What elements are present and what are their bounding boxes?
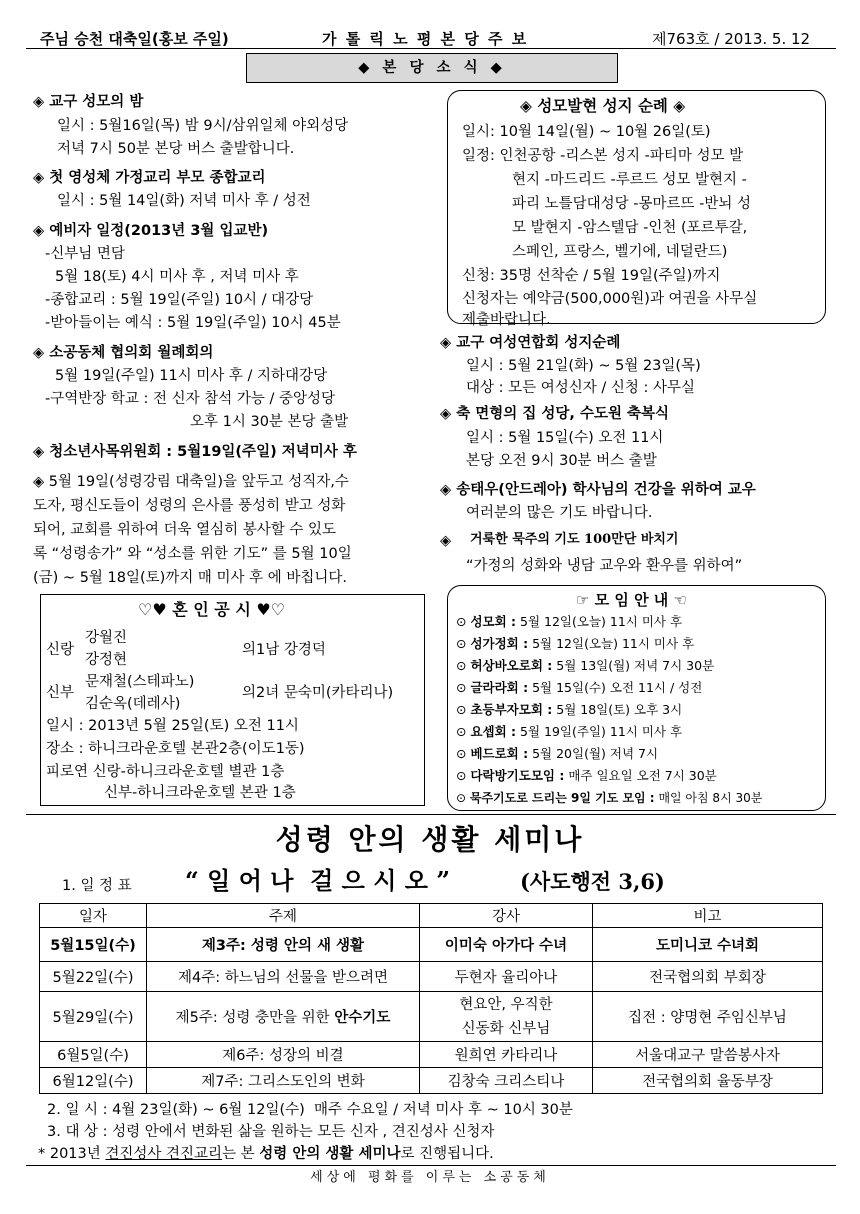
meeting-time: 5월 12일(오늘) 11시 미사 후 <box>532 636 695 651</box>
schedule-label: 1. 일 정 표 <box>62 878 132 894</box>
meetings-title: ☞ 모 임 안 내 ☜ <box>576 591 687 609</box>
meeting-name: 묵주기도로 드리는 9일 기도 모임 : <box>469 791 655 805</box>
pilgrimage-line: 현지 -마드리드 -루르드 성모 발현지 - <box>512 172 747 188</box>
news-line: 5월 19일(주일) 11시 미사 후 / 지하대강당 <box>55 368 328 384</box>
prayer-line: “가정의 성화와 냉담 교우와 환우를 위하여” <box>466 558 743 574</box>
row-date: 5월29일(수) <box>40 992 147 1042</box>
seminar-note <box>38 1144 494 1164</box>
groom-label: 신랑 <box>46 642 75 658</box>
meeting-time: 5월 12일(오늘) 11시 미사 후 <box>520 614 683 629</box>
row-topic-bold: 안수기도 <box>334 1010 391 1026</box>
right-news-line: 일시 : 5월 21일(화) ~ 5월 23일(목) <box>466 358 701 374</box>
wedding-date: 일시 : 2013년 5월 25일(토) 오전 11시 <box>46 718 299 734</box>
meeting-name: 허상바오로회 : <box>470 658 553 673</box>
news-title: ◈ 교구 성모의 밤 <box>33 94 144 110</box>
meeting-name: 글라라회 : <box>470 680 529 695</box>
table-row <box>40 928 823 962</box>
row-speaker: 김창숙 크리스티나 <box>420 1068 593 1094</box>
seminar-table <box>39 903 823 1094</box>
meeting-item: ⊙ 성가정회 : 5월 12일(오늘) 11시 미사 후 <box>456 636 695 651</box>
meeting-item: ⊙ 베드로회 : 5월 20일(월) 저녁 7시 <box>456 746 659 761</box>
row-topic: 제6주: 성장의 비결 <box>147 1042 420 1068</box>
pilgrimage-line: 파리 노틀담대성당 -몽마르뜨 -반뇌 성 <box>512 196 752 212</box>
row-topic <box>147 992 420 1042</box>
news-line: -구역반장 학교 : 전 신자 참석 가능 / 중앙성당 <box>45 391 335 407</box>
wedding-reception: 신부-하니크라운호텔 본관 1층 <box>104 785 296 801</box>
pilgrimage-title: ◈ 성모발현 성지 순례 ◈ <box>520 97 686 115</box>
groom-name: 강월진 <box>85 630 128 646</box>
pilgrimage-line: 일정: 인천공항 -리스본 성지 -파티마 성모 발 <box>462 148 744 164</box>
right-news-title: ◈ 송태우(안드레아) 학사님의 건강을 위하여 교우 <box>440 482 756 498</box>
pilgrimage-line: 일시: 10월 14일(월) ~ 10월 26일(토) <box>462 124 711 140</box>
row-note: 전국협의회 율동부장 <box>593 1068 823 1094</box>
meeting-time: 5월 19일(주일) 11시 미사 후 <box>520 724 683 739</box>
meeting-name: 성모회 : <box>470 614 517 629</box>
row-note: 서울대교구 말씀봉사자 <box>593 1042 823 1068</box>
table-header: 비고 <box>593 904 823 928</box>
row-speaker-line: 신동화 신부님 <box>461 1020 551 1037</box>
row-topic-text: 제5주: 성령 충만을 위한 <box>175 1010 330 1026</box>
row-speaker: 이미숙 아가다 수녀 <box>420 928 593 962</box>
news-line: 오후 1시 30분 본당 출발 <box>190 414 349 430</box>
bride-name: 김순옥(데레사) <box>85 696 181 712</box>
note-part: 성령 안의 생활 세미나 <box>259 1146 401 1162</box>
news-line: 되어, 교회를 위하여 더욱 열심히 봉사할 수 있도 <box>33 522 337 538</box>
table-row <box>40 962 823 992</box>
news-title: ◈ 첫 영성체 가정교리 부모 종합교리 <box>33 170 266 186</box>
pilgrimage-line: 모 발현지 -암스텔담 -인천 (포르투갈, <box>512 220 748 236</box>
meeting-item: ⊙ 묵주기도로 드리는 9일 기도 모임 : 매일 아침 8시 30분 <box>456 791 763 805</box>
header-left: 주님 승천 대축일(홍보 주일) <box>40 30 229 48</box>
table-row <box>40 992 823 1042</box>
header-right: 제763호 / 2013. 5. 12 <box>652 30 811 48</box>
row-note: 전국협의회 부회장 <box>593 962 823 992</box>
meeting-item: ⊙ 글라라회 : 5월 15일(수) 오전 11시 / 성전 <box>456 680 703 695</box>
news-line: -신부님 면담 <box>45 246 125 262</box>
meeting-item: ⊙ 허상바오로회 : 5월 13일(월) 저녁 7시 30분 <box>456 658 715 673</box>
seminar-title: 성령 안의 생활 세미나 <box>275 823 585 856</box>
row-topic: 제3주: 성령 안의 새 생활 <box>147 928 420 962</box>
groom-relation: 의1남 강경덕 <box>242 642 326 658</box>
table-row <box>40 1068 823 1094</box>
seminar-motto-ref: (사도행전 3,6) <box>520 869 665 894</box>
right-news-line: 본당 오전 9시 30분 버스 출발 <box>466 453 657 469</box>
meeting-item: ⊙ 요셉회 : 5월 19일(주일) 11시 미사 후 <box>456 724 683 739</box>
seminar-motto: “ 일 어 나 걸 으 시 오 ” <box>185 866 451 895</box>
row-speaker: 원희연 카타리나 <box>420 1042 593 1068</box>
right-news-line: 여러분의 많은 기도 바랍니다. <box>466 505 653 521</box>
right-news-line: 대상 : 모든 여성신자 / 신청 : 사무실 <box>466 380 696 396</box>
pilgrimage-line: 신청자는 예약금(500,000원)과 여권을 사무실 <box>462 291 758 307</box>
table-header: 강사 <box>420 904 593 928</box>
news-line: 록 “성령송가” 와 “성소를 위한 기도” 를 5월 10일 <box>33 546 352 562</box>
meeting-item: ⊙ 다락방기도모임 : 매주 일요일 오전 7시 30분 <box>456 768 717 783</box>
meeting-time: 5월 13일(월) 저녁 7시 30분 <box>556 658 715 673</box>
news-title: ◈ 소공동체 협의회 월례회의 <box>33 345 214 361</box>
news-title: ◈ 예비자 일정(2013년 3월 입교반) <box>33 223 269 239</box>
bride-relation: 의2녀 문숙미(카타리나) <box>242 685 394 701</box>
news-title: ◈ 청소년사목위원회 : 5월19일(주일) 저녁미사 후 <box>33 444 357 460</box>
footer-rule <box>26 1165 836 1166</box>
row-date: 6월5일(수) <box>40 1042 147 1068</box>
meeting-name: 요셉회 : <box>470 724 517 739</box>
table-header: 일자 <box>40 904 147 928</box>
footer-slogan: 세상에 평화를 이루는 소공동체 <box>310 1170 550 1185</box>
row-date: 5월22일(수) <box>40 962 147 992</box>
right-news-line: 일시 : 5월 15일(수) 오전 11시 <box>466 430 664 446</box>
row-date: 5월15일(수) <box>40 928 147 962</box>
news-line: 일시 : 5월 14일(화) 저녁 미사 후 / 성전 <box>57 193 311 209</box>
meeting-time: 5월 15일(수) 오전 11시 / 성전 <box>532 680 703 695</box>
meeting-time: 매주 일요일 오전 7시 30분 <box>568 768 717 783</box>
news-line: ◈ 5월 19일(성령강림 대축일)을 앞두고 성직자,수 <box>33 474 349 490</box>
news-line: (금) ~ 5월 18일(토)까지 매 미사 후 에 바칩니다. <box>33 570 348 586</box>
meeting-name: 베드로회 : <box>470 746 529 761</box>
row-speaker: 두현자 율리아나 <box>420 962 593 992</box>
header-rule <box>26 48 836 49</box>
pilgrimage-line: 신청: 35명 선착순 / 5월 19일(주일)까지 <box>462 268 721 284</box>
meeting-item: ⊙ 성모회 : 5월 12일(오늘) 11시 미사 후 <box>456 614 683 629</box>
header-center: 가 톨 릭 노 평 본 당 주 보 <box>322 30 529 48</box>
row-note: 집전 : 양명현 주임신부님 <box>593 992 823 1042</box>
note-part: * 2013년 <box>38 1146 101 1162</box>
right-news-title: ◈ 교구 여성연합회 성지순례 <box>440 335 621 351</box>
prayer-title: 거룩한 묵주의 기도 100만단 바치기 <box>470 532 679 547</box>
row-speaker-line: 현요안, 우직한 <box>459 996 553 1013</box>
row-note: 도미니코 수녀회 <box>593 928 823 962</box>
meeting-item: ⊙ 초등부자모회 : 5월 18일(토) 오후 3시 <box>456 702 683 717</box>
seminar-who: 3. 대 상 : 성령 안에서 변화된 삶을 원하는 모든 신자 , 견진성사 신청자 <box>47 1124 495 1140</box>
row-speaker <box>420 992 593 1042</box>
pilgrimage-line: 스페인, 프랑스, 벨기에, 네덜란드) <box>512 244 728 260</box>
meeting-time: 매일 아침 8시 30분 <box>658 791 763 805</box>
news-line: 일시 : 5월16일(목) 밤 9시/삼위일체 야외성당 <box>57 118 349 134</box>
wedding-reception: 피로연 신랑-하니크라운호텔 별관 1층 <box>46 764 285 780</box>
news-line: -받아들이는 예식 : 5월 19일(주일) 10시 45분 <box>45 315 341 331</box>
note-part: 는 본 <box>222 1146 255 1162</box>
meeting-name: 성가정회 : <box>470 636 529 651</box>
table-row <box>40 1042 823 1068</box>
pilgrimage-line: 제출바랍니다. <box>462 312 551 328</box>
section-divider <box>26 814 836 815</box>
note-part: 견진성사 견진교리 <box>105 1146 223 1162</box>
bride-label: 신부 <box>46 685 75 701</box>
table-header: 주제 <box>147 904 420 928</box>
section-title: ◆ 본 당 소 식 ◆ <box>246 53 618 83</box>
meeting-name: 초등부자모회 : <box>470 702 553 717</box>
news-line: 도자, 평신도들이 성령의 은사를 풍성히 받고 성화 <box>33 498 346 514</box>
table-header-row <box>40 904 823 928</box>
seminar-when: 2. 일 시 : 4월 23일(화) ~ 6월 12일(수) 매주 수요일 / 저녁 미사 후 ~ 10시 30분 <box>47 1102 573 1118</box>
groom-name: 강정현 <box>85 652 128 668</box>
news-line: 저녁 7시 50분 본당 버스 출발합니다. <box>57 141 295 157</box>
bride-name: 문재철(스테파노) <box>85 674 195 690</box>
meeting-time: 5월 20일(월) 저녁 7시 <box>532 746 659 761</box>
news-line: -종합교리 : 5월 19일(주일) 10시 / 대강당 <box>45 292 314 308</box>
meeting-name: 다락방기도모임 : <box>470 768 565 783</box>
news-line: 5월 18(토) 4시 미사 후 , 저녁 미사 후 <box>55 269 299 285</box>
meeting-time: 5월 18일(토) 오후 3시 <box>556 702 683 717</box>
right-news-title: ◈ 축 면형의 집 성당, 수도원 축복식 <box>440 406 670 422</box>
row-date: 6월12일(수) <box>40 1068 147 1094</box>
row-topic: 제7주: 그리스도인의 변화 <box>147 1068 420 1094</box>
prayer-bullet: ◈ <box>440 533 452 549</box>
wedding-place: 장소 : 하니크라운호텔 본관2층(이도1동) <box>46 741 305 757</box>
note-part: 로 진행됩니다. <box>400 1146 494 1162</box>
wedding-title: ♡♥ 혼 인 공 시 ♥♡ <box>138 600 286 619</box>
row-topic: 제4주: 하느님의 선물을 받으려면 <box>147 962 420 992</box>
